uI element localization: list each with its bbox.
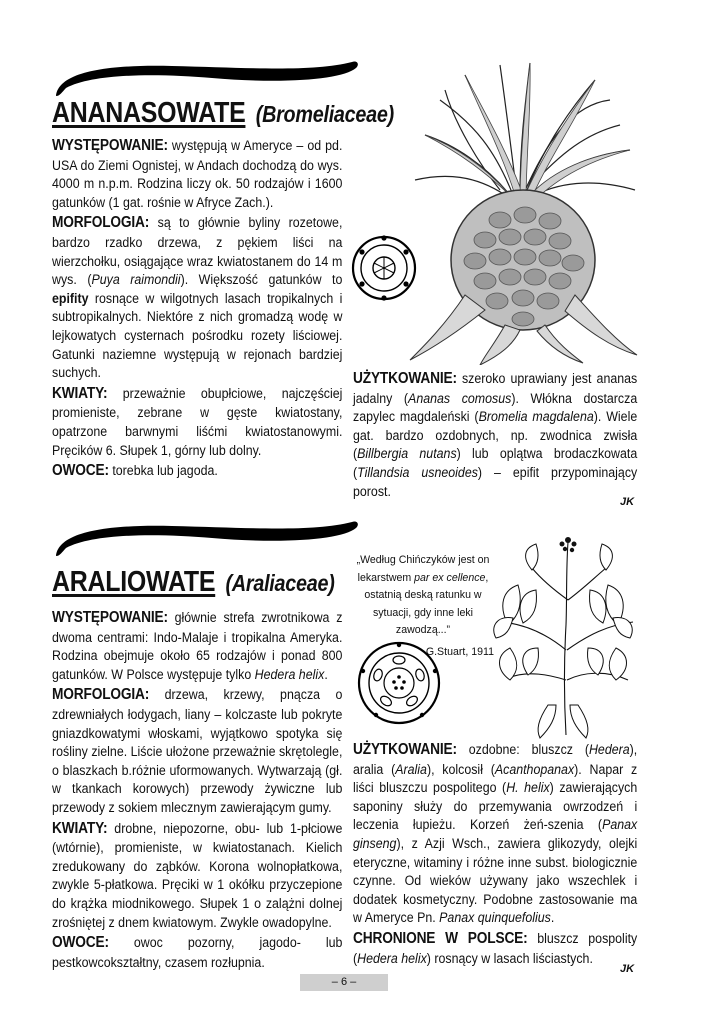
usage-paragraph: UŻYTKOWANIE: szeroko uprawiany jest ananas jadalny (Ananas comosus). Włókna dostarcza zapylec magdaleński (Bromelia magdalena). Wiele gat. bardzo ozdobnych, np. zwodnica zwisła (Billbergia nutans) lub oplątwa brodaczkowata (Tillandsia usneoides) – epifit przypominający porost. bbox=[353, 370, 638, 499]
occurrence-paragraph: WYSTĘPOWANIE: występują w Ameryce – od pd. USA do Ziemi Ognistej, w Andach dochodzą do wys. 4000 m n.p.m. Rodzina liczy ok. 50 rodzajów i 1600 gatunków (1 gat. rośnie w Afryce Zach.). bbox=[52, 137, 343, 210]
latin-name: Araliaceae bbox=[231, 570, 329, 596]
fruits-paragraph: OWOCE: owoc pozorny, jagodo- lub pestkowcokształtny, czasem rozłupnia. bbox=[52, 934, 343, 970]
page-number: – 6 – bbox=[300, 974, 388, 991]
latin-name: Bromeliaceae bbox=[262, 101, 388, 127]
fruits-paragraph: OWOCE: torebka lub jagoda. bbox=[52, 462, 218, 480]
occurrence-paragraph: WYSTĘPOWANIE: głównie strefa zwrotnikowa z dwoma centrami: Indo-Malaje i tropikalna Ameryka. Rodzina obejmuje około 65 rodzajów i ponad 800 gatunków. W Polsce występuje tylko Hedera helix. bbox=[52, 609, 343, 682]
section-title: ANANASOWATE (Bromeliaceae) bbox=[52, 97, 394, 129]
usage-column bbox=[353, 369, 637, 502]
pineapple-illustration bbox=[405, 55, 640, 365]
flowers-paragraph: KWIATY: drobne, niepozorne, obu- lub 1-płciowe (wtórnie), promieniste, w kwiatostanach. Kielich zredukowany do ząbków. Korona wolnopłatkowa, zwykle 5-płatkowa. Pręciki w 1 okółku przyczepione do krążka miodnikowego. Słupek 1 o zalążni dolnej zrośniętej z dnem kwiatowym. Zwykle owadopylne. bbox=[52, 819, 343, 930]
usage-paragraph: UŻYTKOWANIE: ozdobne: bluszcz (Hedera), aralia (Aralia), kolcosił (Acanthopanax). Napar z liści bluszczu pospolitego (H. helix) zawierających saponiny służy do przemywania owrzodzeń i leczenia łupieżu. Korzeń żeń-szenia (Panax ginseng), z Azji Wsch., zawiera glikozydy, olejki eteryczne, witaminy i różne inne subst. biologicznie czynne. Od wieków używany jako wszechlek i dodatek kosmetyczny. Podobne zastosowanie ma w Ameryce Pn. Panax quinquefolius. bbox=[353, 741, 638, 926]
flower-diagram-icon bbox=[350, 232, 418, 304]
decorative-swoosh bbox=[52, 54, 362, 98]
morphology-paragraph: MORFOLOGIA: drzewa, krzewy, pnącza o zdrewniałych łodygach, liany – kolczaste lub pokryte gniazdkowatymi włoskami, wyjątkowo spotyka się rośliny zielne. Liście ułożone przeważnie skrętolegle, o blaszkach b.różnie uformowanych. Wytwarzają (gł. w tkankach korowych) przewody żywiczne lub przewody z sokiem mlecznym zawierającym gumy. bbox=[52, 686, 343, 815]
ginseng-plant-illustration bbox=[488, 530, 638, 740]
usage-column bbox=[353, 740, 637, 969]
author-signature: JK bbox=[620, 963, 635, 975]
morphology-paragraph: MORFOLOGIA: są to głównie byliny rozetowe, bardzo rzadko drzewa, z pękiem liści na wierzchołku, osiągające wraz kwiatostanem do 14 m wys. (Puya raimondii). Większość gatunków to epifity rosnące w wilgotnych lasach tropikalnych i subtropikalnych. Niektóre z nich gromadzą wodę w lejkowatych cysternach pośrodku rozety liściowej. Gatunki naziemne występują w rejonach bardziej suchych. bbox=[52, 214, 343, 381]
flower-diagram-icon bbox=[356, 640, 442, 726]
section-title: ARALIOWATE (Araliaceae) bbox=[52, 566, 335, 598]
family-name: ANANASOWATE bbox=[52, 97, 246, 129]
protected-paragraph: CHRONIONE W POLSCE: bluszcz pospolity (Hedera helix) rosnący w lasach liściastych. bbox=[353, 929, 638, 966]
flowers-paragraph: KWIATY: przeważnie obupłciowe, najczęściej promieniste, zebrane w gęste kwiatostany, opatrzone barwnymi liśćmi kwiatostanowymi. Pręcików 6. Słupek 1, górny lub dolny. bbox=[52, 384, 343, 458]
quote-author: G.Stuart, 1911 bbox=[425, 645, 494, 658]
decorative-swoosh bbox=[52, 514, 362, 558]
quote-text: „Według Chińczyków jest on lekarstwem par ex cellence, ostatnią deską ratunku w sytuacji, gdy inne leki zawodzą...” bbox=[356, 554, 490, 636]
text-column bbox=[52, 136, 342, 483]
author-signature: JK bbox=[620, 496, 635, 508]
family-name: ARALIOWATE bbox=[52, 566, 216, 598]
text-column bbox=[52, 608, 342, 973]
